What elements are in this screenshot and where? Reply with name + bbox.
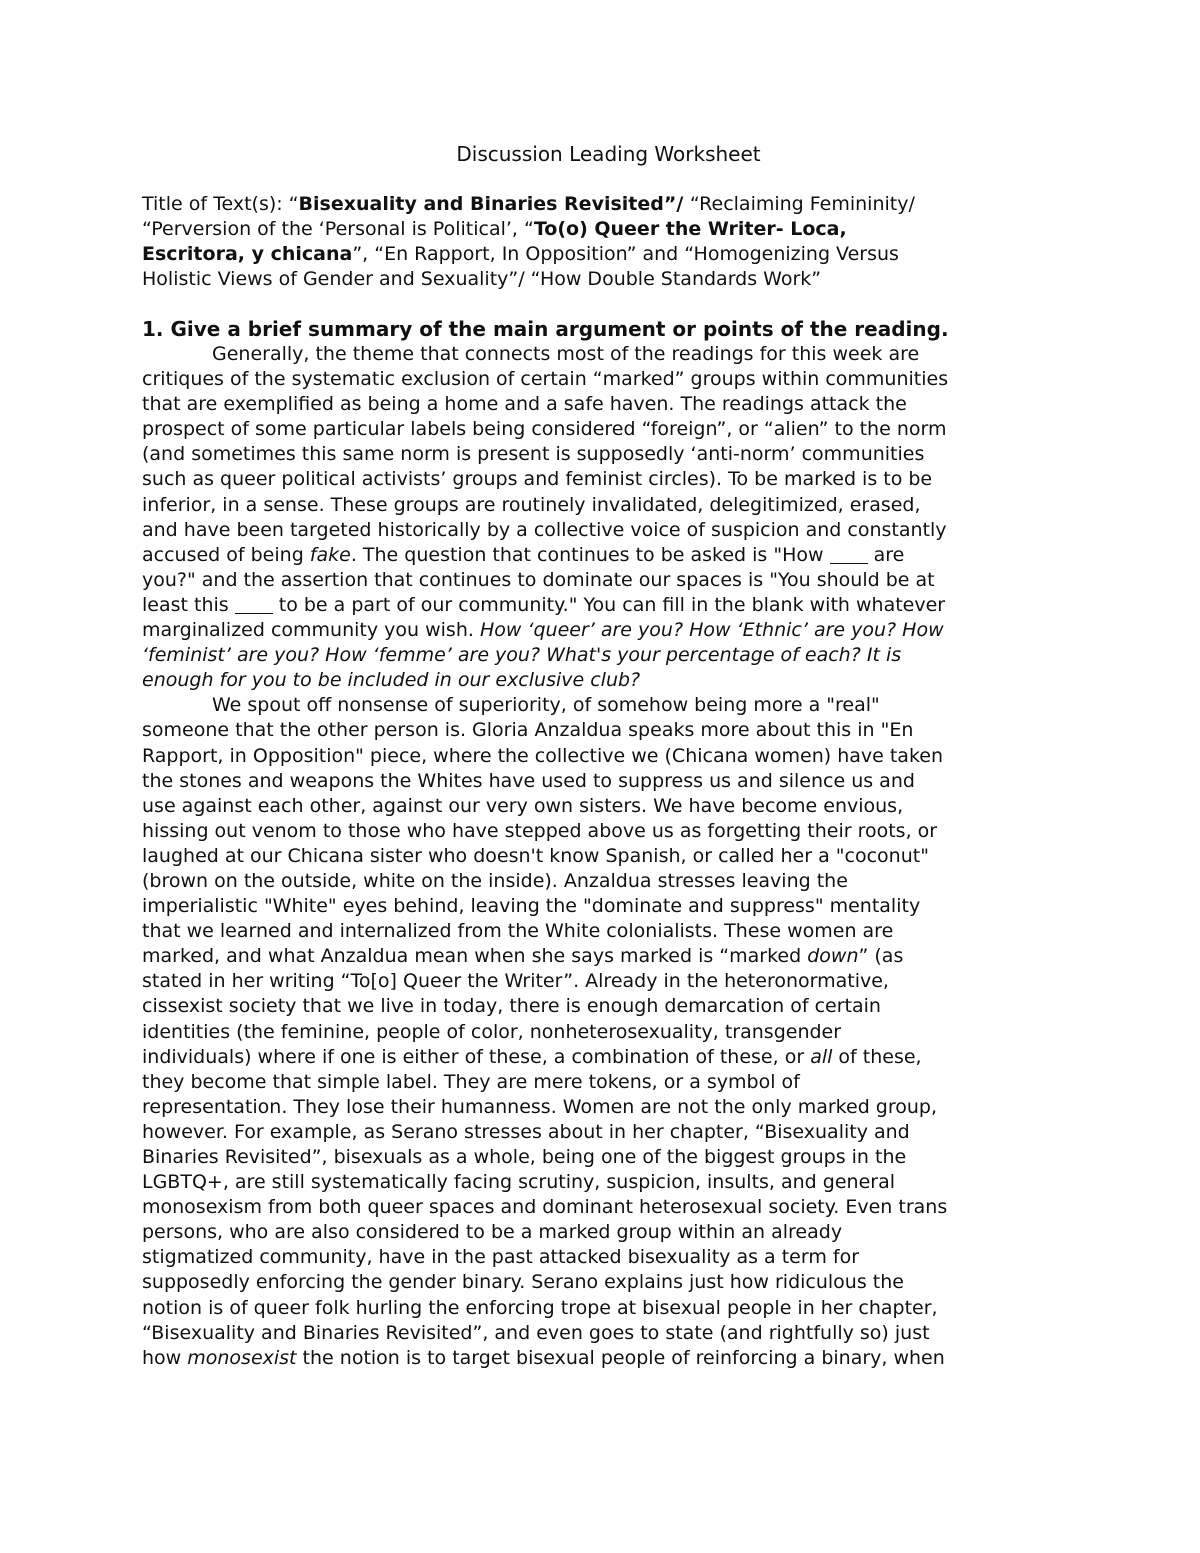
p1-line: such as queer political activists’ groups and feminist circles). To be marked is to be <box>142 468 933 491</box>
paragraph-1 <box>142 342 1067 693</box>
p1-text: are <box>867 543 905 566</box>
p1-line <box>142 593 1067 618</box>
p2-emphasis: all <box>810 1045 833 1068</box>
p1-emphasis: How ‘queer’ are you? How ‘Ethnic’ are you? How <box>479 619 944 642</box>
p2-line: imperialistic "White" eyes behind, leaving the "dominate and suppress" mentality <box>142 895 921 918</box>
p1-line <box>142 643 1067 668</box>
p1-emphasis: enough for you to be included in our exclusive club? <box>142 669 641 692</box>
text-title-1: Bisexuality and Binaries Revisited <box>298 193 664 215</box>
p1-line <box>142 543 1067 568</box>
title-line-3 <box>142 242 1067 267</box>
p2-emphasis: monosexist <box>187 1346 297 1369</box>
p2-line: Binaries Revisited”, bisexuals as a whole, being one of the biggest groups in the <box>142 1146 907 1168</box>
p2-text: of these, <box>832 1045 922 1068</box>
p2-line: identities (the feminine, people of color, nonheterosexuality, transgender <box>142 1020 842 1043</box>
p2-line: use against each other, against our very own sisters. We have become envious, <box>142 794 904 817</box>
title-of-texts <box>142 192 1067 292</box>
p2-line <box>142 1346 1067 1371</box>
title-separator: ”/ <box>663 193 690 215</box>
p2-line: however. For example, as Serano stresses about in her chapter, “Bisexuality and <box>142 1120 910 1143</box>
p1-text: marginalized community you wish. <box>142 619 480 642</box>
p2-text: individuals) where if one is either of these, a combination of these, or <box>142 1045 811 1068</box>
question-1-heading: 1. Give a brief summary of the main argument or points of the reading. <box>142 317 949 341</box>
p2-text: marked, and what Anzaldua mean when she says marked is “marked <box>142 945 808 968</box>
p2-line: someone that the other person is. Gloria Anzaldua speaks more about this in "En <box>142 719 914 742</box>
p2-line: hissing out venom to those who have stepped above us as forgetting their roots, or <box>142 819 938 842</box>
p1-line: prospect of some particular labels being considered “foreign”, or “alien” to the norm <box>142 418 947 441</box>
text-title-3: “Perversion of the ‘Personal is Political’, “ <box>142 218 534 240</box>
p2-text: the notion is to target bisexual people of reinforcing a binary, when <box>296 1346 945 1369</box>
p2-line: supposedly enforcing the gender binary. Serano explains just how ridiculous the <box>142 1271 904 1294</box>
p2-line <box>142 1045 1067 1070</box>
title-label: Title of Text(s): “ <box>142 193 299 215</box>
title-line-2 <box>142 217 1067 242</box>
p2-line <box>142 944 1067 969</box>
p2-line: LGBTQ+, are still systematically facing scrutiny, suspicion, insults, and general <box>142 1171 895 1194</box>
p1-line <box>142 668 1067 693</box>
p2-line: stated in her writing “To[o] Queer the Writer”. Already in the heteronormative, <box>142 970 889 993</box>
p1-line: Generally, the theme that connects most of the readings for this week are <box>212 343 920 365</box>
p2-emphasis: down <box>807 945 859 968</box>
text-title-4: To(o) Queer the Writer- Loca, <box>533 218 847 240</box>
p1-line: inferior, in a sense. These groups are routinely invalidated, delegitimized, erased, <box>142 493 921 516</box>
document-page <box>142 140 1067 1371</box>
fill-in-blank <box>235 594 273 614</box>
p1-line: and have been targeted historically by a collective voice of suspicion and constantly <box>142 518 947 541</box>
p2-line: laughed at our Chicana sister who doesn't know Spanish, or called her a "coconut" <box>142 844 929 867</box>
text-title-6: ”, “En Rapport, In Opposition” and “Homogenizing Versus <box>352 243 899 265</box>
p1-line: (and sometimes this same norm is present is supposedly ‘anti-norm’ communities <box>142 443 925 466</box>
paragraph-2 <box>142 693 1067 1371</box>
document-title: Discussion Leading Worksheet <box>456 142 761 166</box>
p2-line: “Bisexuality and Binaries Revisited”, and even goes to state (and rightfully so) just <box>142 1321 930 1344</box>
p2-line: the stones and weapons the Whites have used to suppress us and silence us and <box>142 769 915 792</box>
p1-text: to be a part of our community." You can fill in the blank with whatever <box>272 593 946 616</box>
p1-emphasis: fake <box>309 543 351 566</box>
p2-text: ” (as <box>858 945 904 968</box>
p2-line: persons, who are also considered to be a marked group within an already <box>142 1221 843 1244</box>
p2-line: representation. They lose their humanness. Women are not the only marked group, <box>142 1095 938 1118</box>
p1-line: critiques of the systematic exclusion of certain “marked” groups within communities <box>142 368 949 391</box>
p1-line <box>142 618 1067 643</box>
p1-line: that are exemplified as being a home and a safe haven. The readings attack the <box>142 393 907 416</box>
p2-line: We spout off nonsense of superiority, of somehow being more a "real" <box>212 694 880 717</box>
p1-text: least this <box>142 593 235 616</box>
title-line-4: Holistic Views of Gender and Sexuality”/ “How Double Standards Work” <box>142 268 822 290</box>
p1-emphasis: ‘feminist’ are you? How ‘femme’ are you? What's your percentage of each? It is <box>142 644 902 667</box>
p2-text: how <box>142 1346 188 1369</box>
p2-line: monosexism from both queer spaces and dominant heterosexual society. Even trans <box>142 1196 948 1219</box>
p2-line: stigmatized community, have in the past attacked bisexuality as a term for <box>142 1246 859 1269</box>
p2-line: that we learned and internalized from the White colonialists. These women are <box>142 920 894 943</box>
p1-text: . The question that continues to be asked is "How <box>350 543 830 566</box>
fill-in-blank <box>830 544 868 564</box>
title-line-1 <box>142 192 1067 217</box>
text-title-5: Escritora, y chicana <box>142 243 353 265</box>
p2-line: (brown on the outside, white on the inside). Anzaldua stresses leaving the <box>142 869 848 892</box>
text-title-2: “Reclaiming Femininity/ <box>689 193 915 215</box>
p1-text: accused of being <box>142 543 310 566</box>
p1-line: you?" and the assertion that continues to dominate our spaces is "You should be at <box>142 568 935 591</box>
p2-line: notion is of queer folk hurling the enforcing trope at bisexual people in her chapter, <box>142 1296 938 1319</box>
p2-line: cissexist society that we live in today, there is enough demarcation of certain <box>142 995 881 1018</box>
p2-line: they become that simple label. They are mere tokens, or a symbol of <box>142 1070 800 1093</box>
p2-line: Rapport, in Opposition" piece, where the collective we (Chicana women) have taken <box>142 744 943 767</box>
